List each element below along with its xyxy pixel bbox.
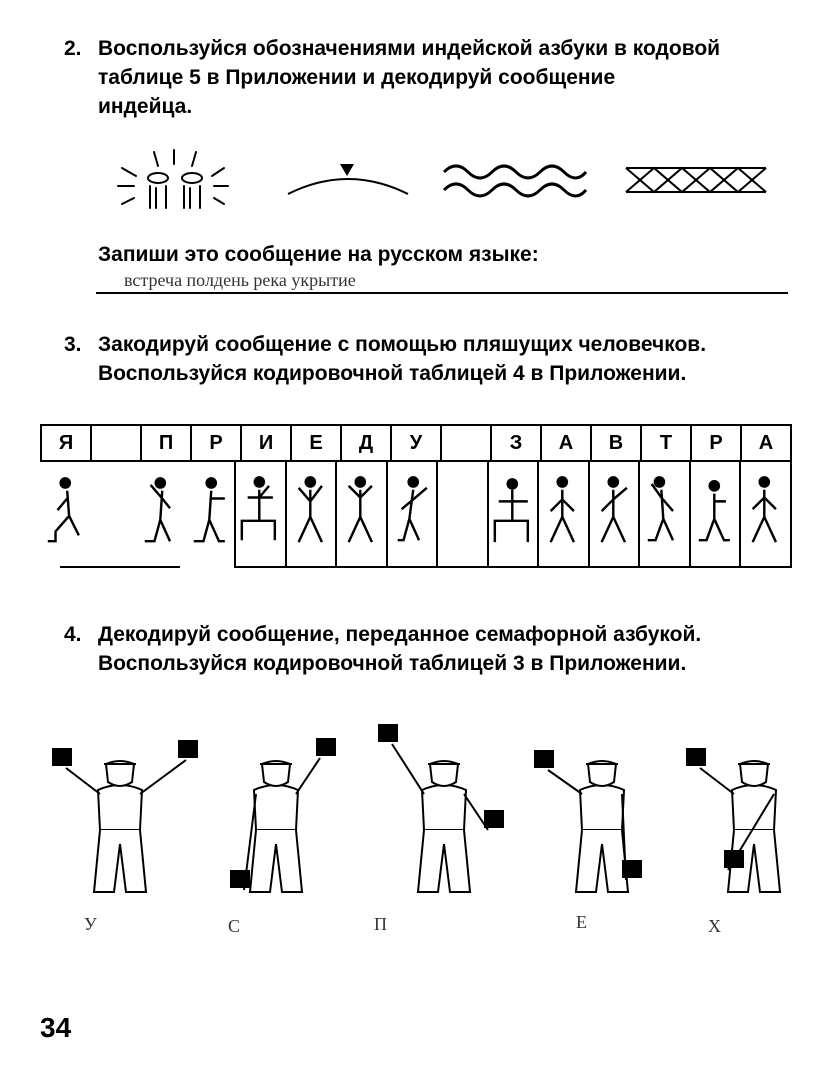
dancing-man-cell bbox=[40, 462, 89, 568]
letter-cell: А bbox=[540, 426, 590, 460]
semaphore-answer: Х bbox=[708, 916, 721, 936]
task-3-line-1: Закодируй сообщение с помощью пляшущих человечков. bbox=[98, 333, 707, 356]
task-2-line-3: индейца. bbox=[98, 95, 193, 118]
semaphore-answer: У bbox=[84, 914, 97, 934]
dancing-man-cell bbox=[739, 462, 792, 568]
dancing-man-icon bbox=[337, 462, 386, 566]
dancing-men-row bbox=[40, 462, 792, 568]
task-4-line-1: Декодируй сообщение, переданное семафорной азбукой. bbox=[98, 623, 702, 646]
semaphore-answer: Е bbox=[576, 912, 587, 932]
semaphore-sailor-icon bbox=[522, 720, 682, 900]
semaphore-answer: П bbox=[374, 914, 387, 934]
letter-cells-row bbox=[40, 424, 792, 462]
dancing-man-icon bbox=[539, 462, 588, 566]
task-2-answer: встреча полдень река укрытие bbox=[124, 270, 356, 290]
task-2-prompt: Запиши это сообщение на русском языке: bbox=[98, 243, 539, 266]
semaphore-sailor-icon bbox=[674, 720, 834, 900]
answer-line bbox=[96, 292, 788, 294]
task-3-text bbox=[64, 330, 796, 388]
letter-cell: Т bbox=[640, 426, 690, 460]
task-2-number: 2. bbox=[64, 37, 82, 60]
horizon-arc-icon bbox=[284, 158, 412, 198]
task-3-line-2: Воспользуйся кодировочной таблицей 4 в Приложении. bbox=[98, 362, 687, 385]
dancing-man-cell bbox=[537, 462, 588, 568]
waves-icon bbox=[440, 158, 590, 198]
dancing-man-cell bbox=[335, 462, 386, 568]
letter-cell bbox=[90, 426, 140, 460]
dancing-man-cell bbox=[386, 462, 437, 568]
underline bbox=[60, 566, 180, 568]
letter-cell bbox=[440, 426, 490, 460]
letter-cell: Р bbox=[190, 426, 240, 460]
dancing-man-icon bbox=[137, 462, 186, 568]
task-4-text bbox=[64, 620, 796, 678]
dancing-man-cell bbox=[89, 462, 138, 568]
letter-cell: У bbox=[390, 426, 440, 460]
letter-cell: Д bbox=[340, 426, 390, 460]
letter-cell: И bbox=[240, 426, 290, 460]
letter-cell: Я bbox=[58, 431, 74, 454]
dancing-man-icon bbox=[186, 462, 235, 568]
task-2-line-1: Воспользуйся обозначениями индейской азбуки в кодовой bbox=[98, 37, 721, 60]
letter-cell: Р bbox=[690, 426, 740, 460]
dancing-man-icon bbox=[40, 462, 89, 568]
task-4-line-2: Воспользуйся кодировочной таблицей 3 в Приложении. bbox=[98, 652, 687, 675]
dancing-man-cell bbox=[689, 462, 740, 568]
task-3-number: 3. bbox=[64, 333, 82, 356]
dancing-man-cell bbox=[234, 462, 285, 568]
dancing-man-cell bbox=[137, 462, 186, 568]
task-2-line-2: таблице 5 в Приложении и декодируй сообщение bbox=[98, 66, 616, 89]
letter-cell: Е bbox=[290, 426, 340, 460]
dancing-man-cell bbox=[487, 462, 538, 568]
page-number: 34 bbox=[40, 1012, 72, 1043]
letter-cell: З bbox=[490, 426, 540, 460]
dancing-man-cell bbox=[436, 462, 487, 568]
dancing-man-icon bbox=[489, 462, 538, 566]
dancing-man-cell bbox=[285, 462, 336, 568]
semaphore-sailor-icon bbox=[364, 720, 524, 900]
dancing-man-icon bbox=[287, 462, 336, 566]
task-4-number: 4. bbox=[64, 623, 82, 646]
dancing-man-icon bbox=[590, 462, 639, 566]
letter-cell: П bbox=[140, 426, 190, 460]
dancing-man-icon bbox=[236, 462, 285, 566]
letter-cell: А bbox=[740, 426, 790, 460]
dancing-man-cell bbox=[186, 462, 235, 568]
cross-hatch-icon bbox=[622, 164, 770, 196]
letter-cell: В bbox=[590, 426, 640, 460]
task-2-text bbox=[64, 34, 796, 121]
dancing-man-icon bbox=[388, 462, 437, 566]
semaphore-answer: С bbox=[228, 916, 241, 936]
sun-rays-icon bbox=[112, 148, 242, 214]
dancing-man-icon bbox=[640, 462, 689, 566]
dancing-man-icon bbox=[741, 462, 790, 566]
dancing-man-cell bbox=[638, 462, 689, 568]
semaphore-sailor-icon bbox=[196, 720, 356, 900]
semaphore-sailor-icon bbox=[40, 720, 200, 900]
dancing-man-icon bbox=[691, 462, 740, 566]
dancing-man-cell bbox=[588, 462, 639, 568]
